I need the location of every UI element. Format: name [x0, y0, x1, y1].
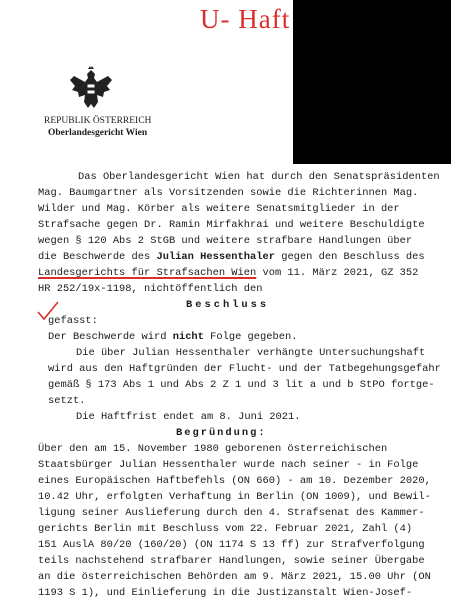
body-line: Über den am 15. November 1980 geborenen österreichischen — [38, 443, 388, 455]
begruendung-heading: Begründung: — [176, 427, 267, 439]
line-text: Der Beschwerde wird — [48, 331, 173, 343]
u-haft-stamp: U- Haft — [200, 4, 291, 34]
emphasis-nicht: nicht — [172, 331, 204, 343]
body-line: Strafsache gegen Dr. Ramin Mirfakhrai und weitere Beschuldigte — [38, 219, 425, 231]
body-line: HR 252/19x-1198, nichtöffentlich den — [38, 283, 263, 295]
body-line: 151 AuslA 80/20 (160/20) (ON 1174 S 13 ff) zur Strafverfolgung — [38, 539, 425, 551]
austrian-eagle-emblem-icon — [66, 64, 116, 114]
body-line — [38, 266, 418, 280]
line-text: Folge gegeben. — [203, 331, 298, 343]
body-line: gemäß § 173 Abs 1 und Abs 2 Z 1 und 3 lit a und b StPO fortge- — [48, 379, 435, 391]
body-line: Die Haftfrist endet am 8. Juni 2021. — [76, 411, 301, 423]
body-line — [38, 250, 425, 264]
body-line: setzt. — [48, 395, 86, 407]
body-line: 1193 S 1), und Einlieferung in die Justizanstalt Wien-Josef- — [38, 587, 413, 599]
body-line: teils nachstehend strafbarer Handlungen, sowie seiner Übergabe — [38, 555, 425, 567]
body-line: 10.42 Uhr, erfolgten Verhaftung in Berlin (ON 1009), und Bewil- — [38, 491, 431, 503]
body-line: wird aus den Haftgründen der Flucht- und der Tatbegehungsgefahr — [48, 363, 441, 375]
body-line: Die über Julian Hessenthaler verhängte Untersuchungshaft — [76, 347, 426, 359]
person-name: Julian Hessenthaler — [156, 251, 275, 263]
beschluss-heading: Beschluss — [186, 299, 270, 311]
court-heading: Oberlandesgericht Wien — [48, 128, 148, 138]
body-line: ligung seiner Auslieferung durch den 4. Strafsenat des Kammer- — [38, 507, 425, 519]
body-line: Das Oberlandesgericht Wien hat durch den Senatspräsidenten — [78, 171, 440, 183]
redaction-block — [293, 0, 451, 164]
body-line: gefasst: — [48, 315, 98, 327]
court-name-underlined: Landesgerichts für Strafsachen Wien — [38, 267, 257, 279]
body-line: wegen § 120 Abs 2 StGB und weitere strafbare Handlungen über — [38, 235, 413, 247]
line-text: vom 11. März 2021, GZ 352 — [256, 267, 419, 279]
body-line: Wilder und Mag. Körber als weitere Senatsmitglieder in der — [38, 203, 400, 215]
body-line: Staatsbürger Julian Hessenthaler wurde nach seiner - in Folge — [38, 459, 419, 471]
line-text: gegen den Beschluss des — [274, 251, 425, 263]
line-text: die Beschwerde des — [38, 251, 157, 263]
body-line — [48, 330, 297, 344]
republic-heading: REPUBLIK ÖSTERREICH — [44, 116, 152, 126]
body-line: Mag. Baumgartner als Vorsitzenden sowie die Richterinnen Mag. — [38, 187, 419, 199]
body-line: an die österreichischen Behörden am 9. März 2021, 15.00 Uhr (ON — [38, 571, 431, 583]
body-line: gerichts Berlin mit Beschluss vom 22. Februar 2021, Zahl (4) — [38, 523, 413, 535]
body-line: eines Europäischen Haftbefehls (ON 660) - am 10. Dezember 2020, — [38, 475, 431, 487]
